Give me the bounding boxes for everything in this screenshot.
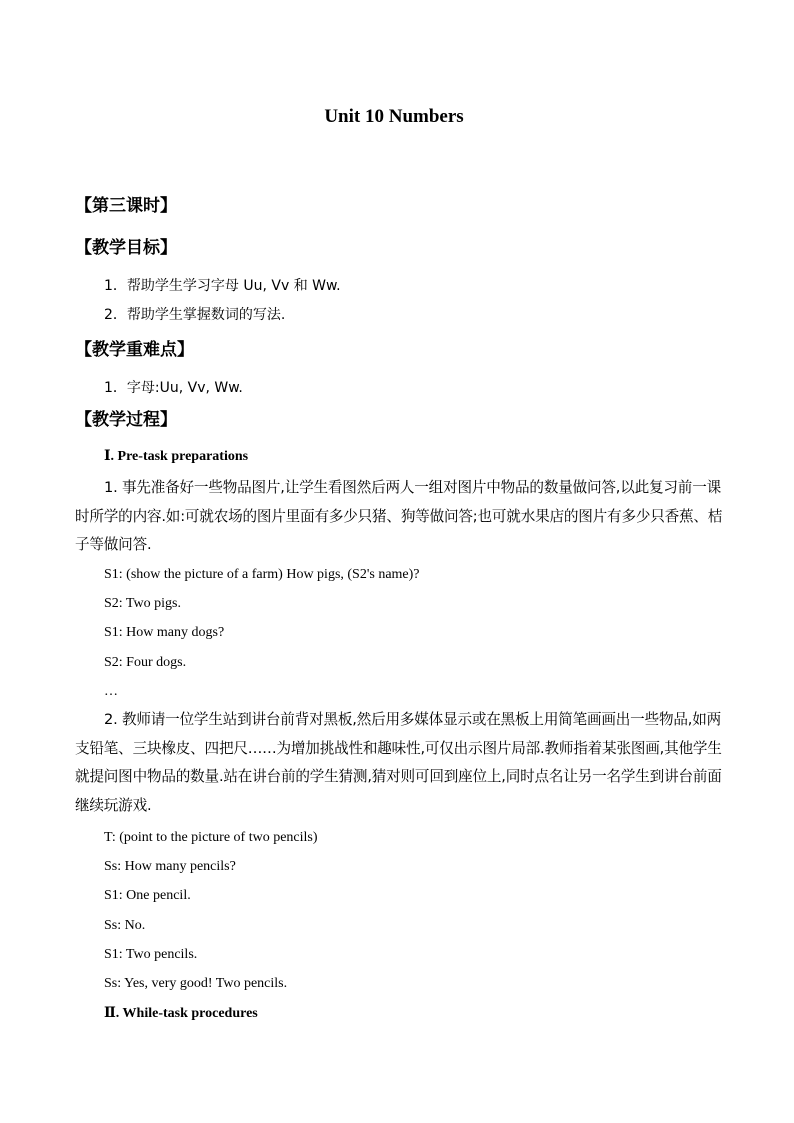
section-title-while-task: Ⅱ. While-task procedures [104,1006,258,1021]
dialog-line: T: (point to the picture of two pencils) [104,830,318,845]
section-title-pre-task: Ⅰ. Pre-task preparations [104,449,249,464]
dialog-line: S2: Two pigs. [104,596,181,611]
key-point-item: 1．字母:Uu, Vv, Ww. [104,380,243,396]
objective-item: 1．帮助学生学习字母 Uu, Vv 和 Ww. [104,278,341,294]
process-heading: 【教学过程】 [75,410,177,430]
objectives-heading: 【教学目标】 [75,238,177,258]
dialog-line: Ss: How many pencils? [104,859,236,874]
step-2-paragraph: 2. 教师请一位学生站到讲台前背对黑板,然后用多媒体显示或在黑板上用简笔画画出一些物品,如两支铅笔、三块橡皮、四把尺……为增加挑战性和趣味性,可仅出示图片局部.教师指着某张图画,其他学生就提问图中物品的数量.站在讲台前的学生猜测,猜对则可回到座位上,同时点名让另一名学生到讲台前面继续玩游戏. [75,711,722,814]
lesson-heading: 【第三课时】 [75,196,177,216]
objective-item: 2．帮助学生掌握数词的写法. [104,307,286,323]
step-1-paragraph: 1. 事先准备好一些物品图片,让学生看图然后两人一组对图片中物品的数量做问答,以此复习前一课时所学的内容.如:可就农场的图片里面有多少只猪、狗等做问答;也可就水果店的图片有多少只香蕉、桔子等做问答. [75,479,723,553]
dialog-line: Ss: No. [104,918,146,933]
document-title: Unit 10 Numbers [324,106,464,127]
dialog-line: S1: One pencil. [104,888,191,903]
dialog-line: Ss: Yes, very good! Two pencils. [104,976,288,991]
dialog-line: S2: Four dogs. [104,655,187,670]
dialog-ellipsis: … [104,684,118,699]
key-points-heading: 【教学重难点】 [75,340,194,360]
dialog-line: S1: How many dogs? [104,625,225,640]
dialog-line: S1: (show the picture of a farm) How pigs, (S2's name)? [104,567,420,582]
dialog-line: S1: Two pencils. [104,947,198,962]
